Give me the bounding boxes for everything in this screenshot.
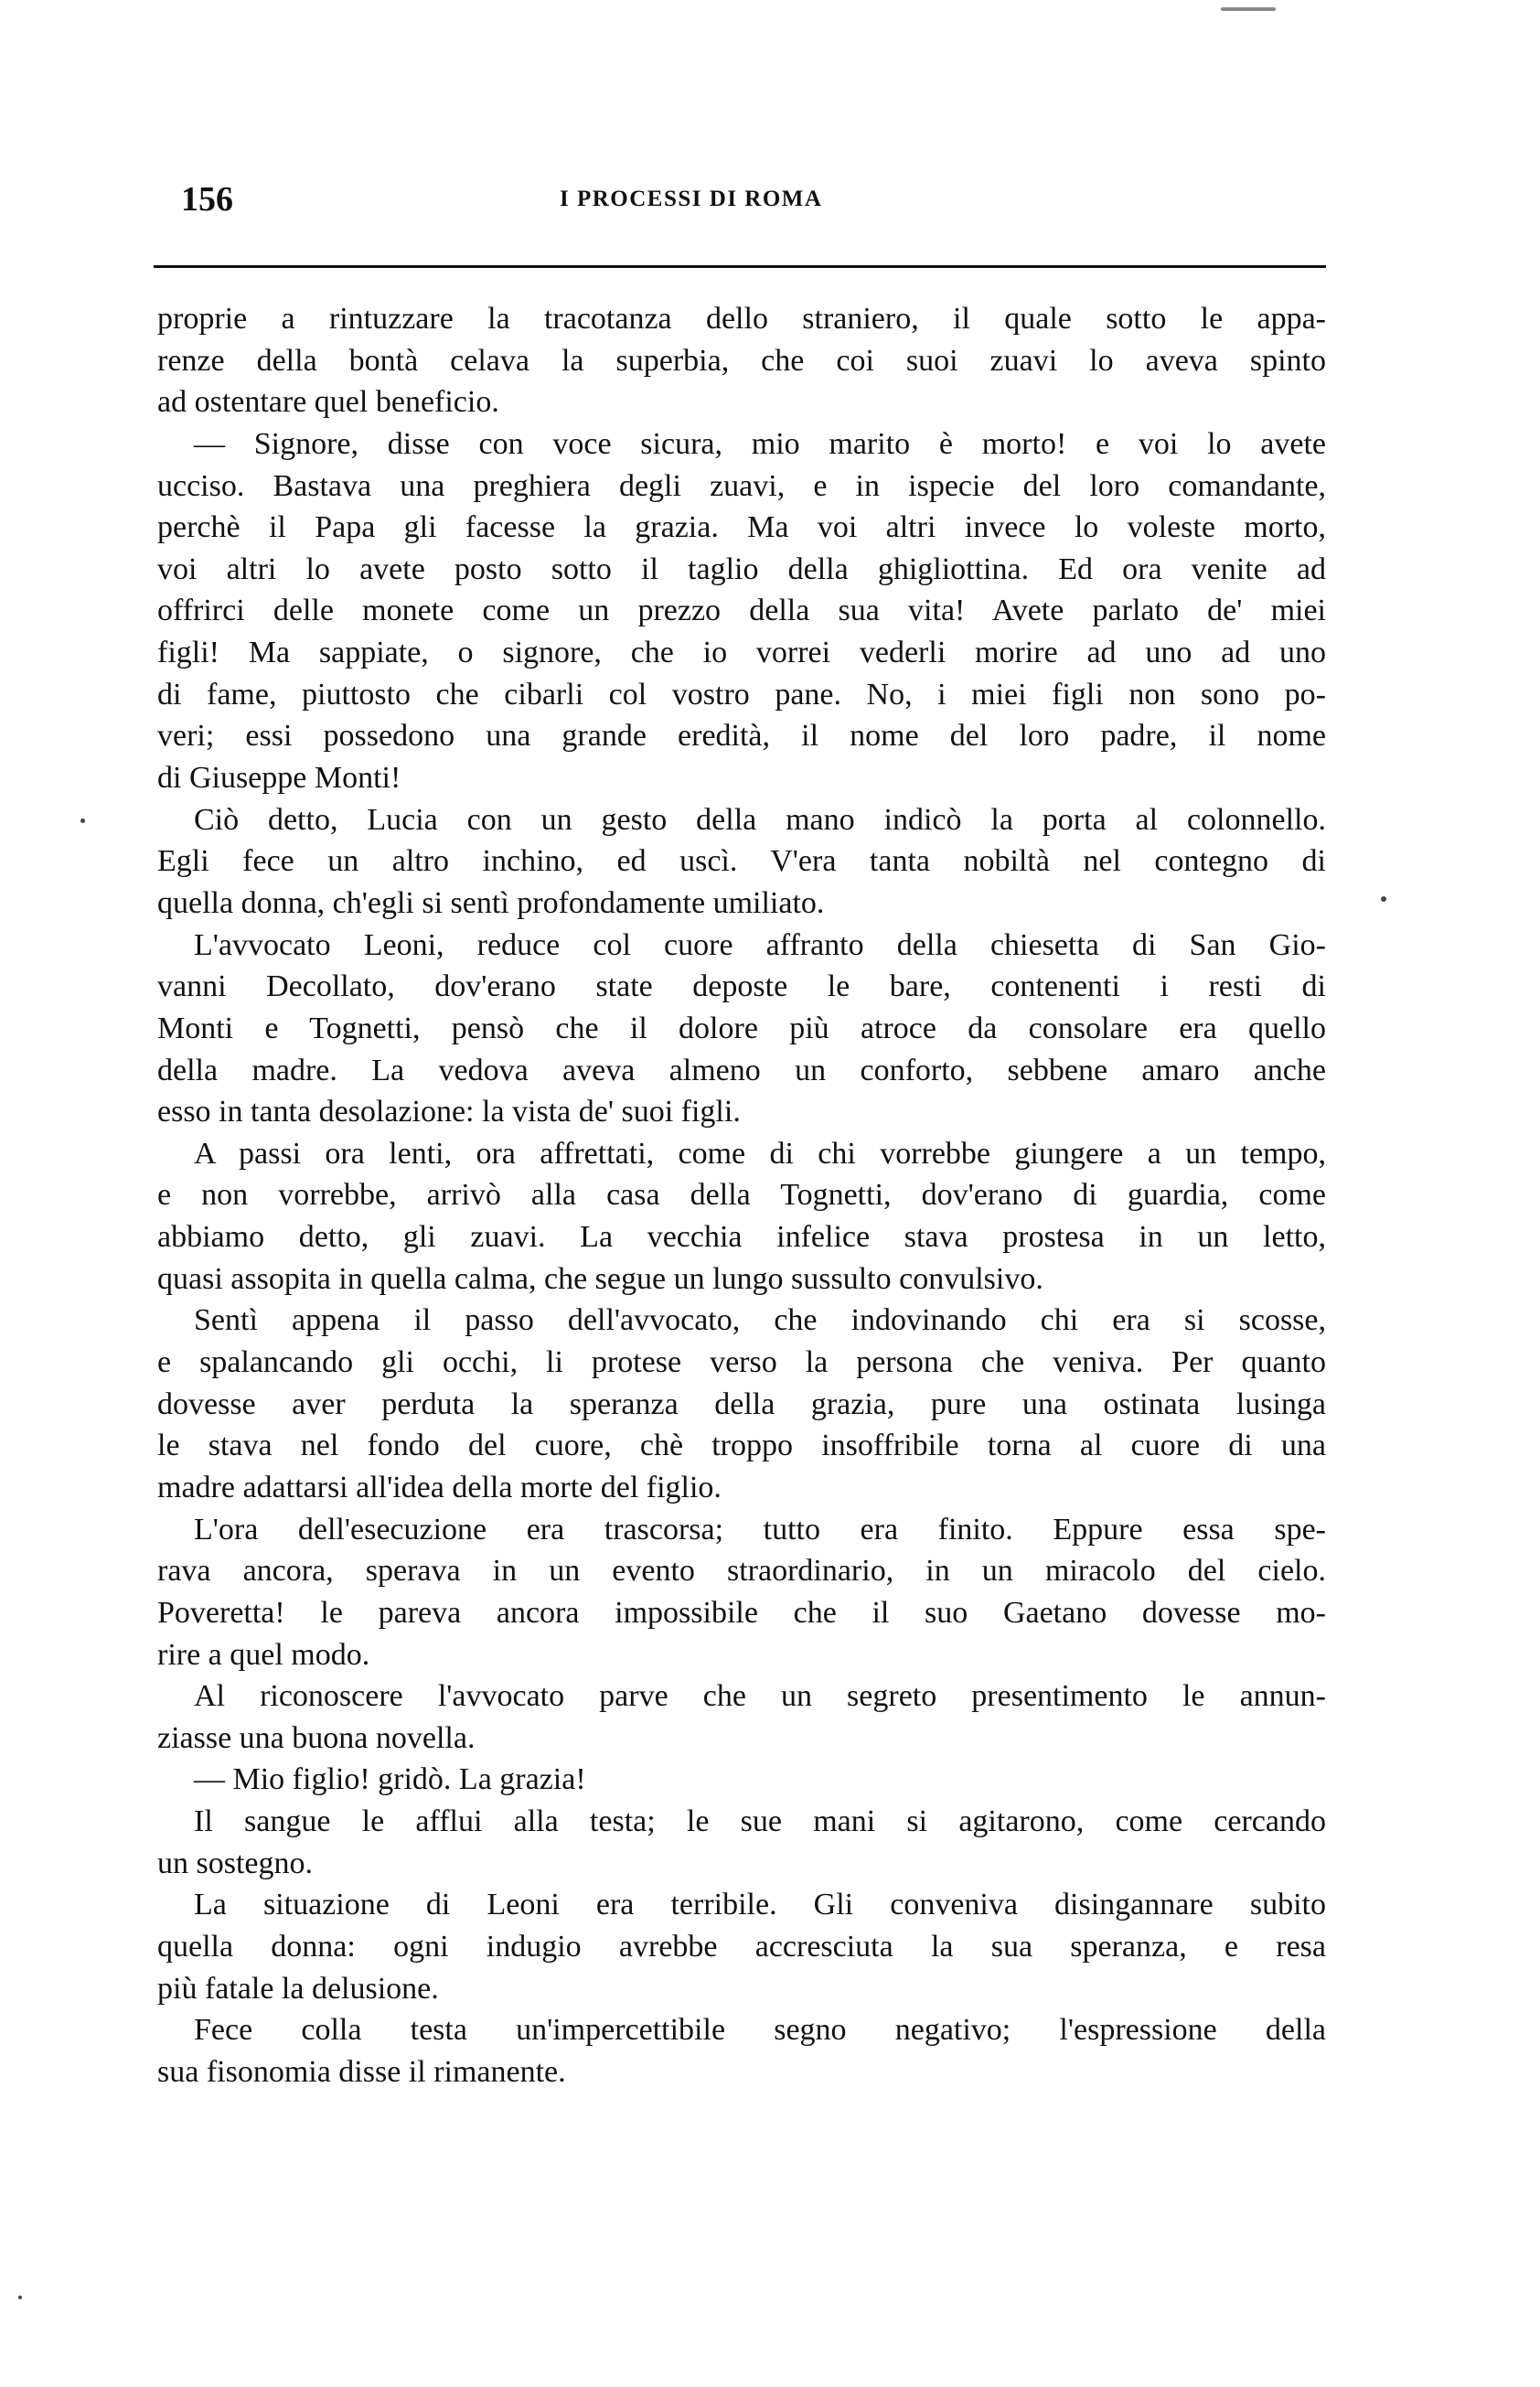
paragraph (157, 298, 1326, 423)
text-line: rava ancora, sperava in un evento straordinario, in un miracolo del cielo. (157, 1554, 1326, 1589)
text-line: Egli fece un altro inchino, ed uscì. V'era tanta nobiltà nel contegno di (157, 844, 1326, 879)
text-line: abbiamo detto, gli zuavi. La vecchia infelice stava prostesa in un letto, (157, 1220, 1326, 1255)
text-line: quasi assopita in quella calma, che segue un lungo sussulto convulsivo. (157, 1261, 1043, 1296)
text-line: Ciò detto, Lucia con un gesto della mano indicò la porta al colonnello. (194, 802, 1326, 837)
scan-speck (80, 819, 85, 823)
text-line: Fece colla testa un'impercettibile segno negativo; l'espressione della (194, 2013, 1326, 2048)
text-line: — Mio figlio! gridò. La grazia! (194, 1762, 586, 1797)
text-line: più fatale la delusione. (157, 1971, 439, 2006)
paragraph (157, 1133, 1326, 1301)
scan-speck (1381, 896, 1386, 902)
paragraph (157, 799, 1326, 925)
text-line: della madre. La vedova aveva almeno un conforto, sebbene amaro anche (157, 1053, 1326, 1087)
text-line: Poveretta! le pareva ancora impossibile che il suo Gaetano dovesse mo- (157, 1595, 1326, 1630)
text-line: A passi ora lenti, ora affrettati, come di chi vorrebbe giungere a un tempo, (194, 1136, 1326, 1171)
text-line: Al riconoscere l'avvocato parve che un segreto presentimento le annun- (194, 1679, 1326, 1714)
text-line: veri; essi possedono una grande eredità, il nome del loro padre, il nome (157, 719, 1326, 754)
text-line: ad ostentare quel beneficio. (157, 385, 499, 420)
paragraph (157, 1884, 1326, 2009)
text-line: di fame, piuttosto che cibarli col vostro pane. No, i miei figli non sono po- (157, 677, 1326, 712)
text-line: esso in tanta desolazione: la vista de' suoi figli. (157, 1095, 741, 1129)
paragraph (157, 1759, 1326, 1801)
paragraph (157, 925, 1326, 1133)
paragraph (157, 1509, 1326, 1676)
running-title: I PROCESSI DI ROMA (560, 187, 823, 211)
paragraph (157, 1300, 1326, 1508)
text-line: renze della bontà celava la superbia, che coi suoi zuavi lo aveva spinto (157, 343, 1326, 378)
text-line: e non vorrebbe, arrivò alla casa della Tognetti, dov'erano di guardia, come (157, 1178, 1326, 1213)
text-line: proprie a rintuzzare la tracotanza dello straniero, il quale sotto le appa- (157, 302, 1326, 336)
text-line: ziasse una buona novella. (157, 1720, 476, 1755)
paragraph (157, 1801, 1326, 1884)
text-line: voi altri lo avete posto sotto il taglio della ghigliottina. Ed ora venite ad (157, 551, 1326, 586)
text-line: L'ora dell'esecuzione era trascorsa; tutto era finito. Eppure essa spe- (194, 1512, 1326, 1547)
paragraph (157, 2009, 1326, 2093)
text-line: sua fisonomia disse il rimanente. (157, 2054, 566, 2089)
text-line: Sentì appena il passo dell'avvocato, che indovinando chi era si scosse, (194, 1303, 1326, 1338)
header-rule (154, 265, 1326, 268)
text-line: ucciso. Bastava una preghiera degli zuavi, e in ispecie del loro comandante, (157, 468, 1326, 503)
text-line: Monti e Tognetti, pensò che il dolore più atroce da consolare era quello (157, 1011, 1326, 1045)
text-line: le stava nel fondo del cuore, chè troppo insoffribile torna al cuore di una (157, 1429, 1326, 1463)
text-line: madre adattarsi all'idea della morte del figlio. (157, 1470, 722, 1504)
text-line: — Signore, disse con voce sicura, mio marito è morto! e voi lo avete (194, 426, 1326, 461)
text-line: quella donna, ch'egli si sentì profondamente umiliato. (157, 885, 825, 920)
page-number: 156 (181, 180, 233, 219)
text-line: L'avvocato Leoni, reduce col cuore affranto della chiesetta di San Gio- (194, 927, 1326, 962)
text-line: vanni Decollato, dov'erano state deposte le bare, contenenti i resti di (157, 969, 1326, 1004)
text-line: figli! Ma sappiate, o signore, che io vorrei vederli morire ad uno ad uno (157, 636, 1326, 670)
paragraph (157, 1675, 1326, 1759)
text-line: Il sangue le afflui alla testa; le sue mani si agitarono, come cercando (194, 1804, 1326, 1839)
text-line: rire a quel modo. (157, 1637, 370, 1672)
text-line: un sostegno. (157, 1846, 313, 1880)
text-line: e spalancando gli occhi, li protese verso la persona che veniva. Per quanto (157, 1345, 1326, 1380)
body-text (157, 298, 1326, 2093)
scan-speck (1221, 7, 1276, 11)
text-line: di Giuseppe Monti! (157, 761, 401, 796)
paragraph (157, 423, 1326, 799)
text-line: La situazione di Leoni era terribile. Gli conveniva disingannare subito (194, 1888, 1326, 1922)
text-line: quella donna: ogni indugio avrebbe accresciuta la sua speranza, e resa (157, 1929, 1326, 1964)
text-line: perchè il Papa gli facesse la grazia. Ma voi altri invece lo voleste morto, (157, 510, 1326, 545)
scan-speck (18, 2296, 22, 2299)
text-line: dovesse aver perduta la speranza della grazia, pure una ostinata lusinga (157, 1386, 1326, 1421)
text-line: offrirci delle monete come un prezzo della sua vita! Avete parlato de' miei (157, 594, 1326, 628)
